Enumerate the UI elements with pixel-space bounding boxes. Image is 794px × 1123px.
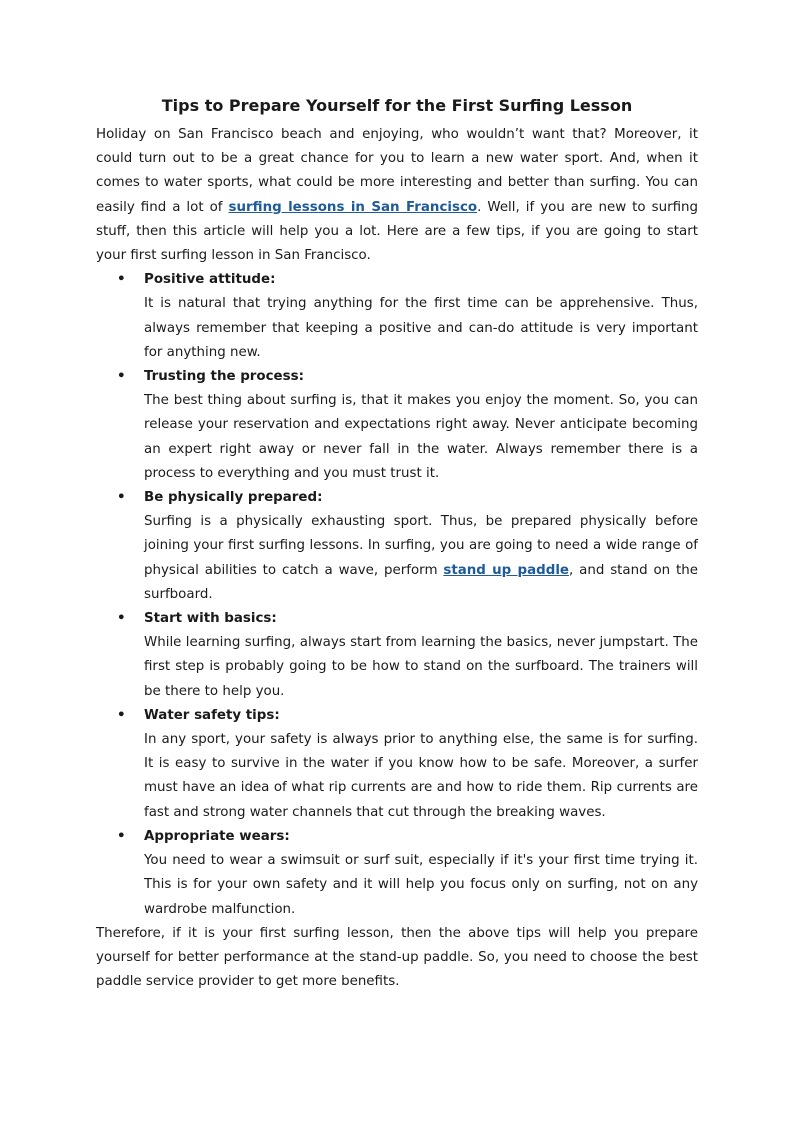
- conclusion-paragraph: Therefore, if it is your first surfing lesson, then the above tips will help you prepare yourself for better performance at the stand-up paddle. So, you need to choose the best paddle service provider to get more benefits.: [96, 925, 698, 990]
- bullet-icon: •: [117, 828, 126, 844]
- intro-paragraph: [96, 123, 698, 268]
- bullet-icon: •: [117, 369, 126, 385]
- list-item: [96, 268, 698, 365]
- tip-body: It is natural that trying anything for the first time can be apprehensive. Thus, always remember that keeping a positive and can-do attitude is very important for anything new.: [144, 296, 698, 360]
- tip-body-end: , and stand on the surfboard.: [144, 562, 698, 602]
- page-title: Tips to Prepare Yourself for the First Surfing Lesson: [161, 96, 633, 115]
- tip-body: While learning surfing, always start from learning the basics, never jumpstart. The first step is probably going to be how to stand on the surfboard. The trainers will be there to help you.: [144, 635, 698, 699]
- bullet-icon: •: [117, 490, 126, 506]
- list-item: [96, 365, 698, 486]
- tip-body: [144, 510, 698, 607]
- tip-title: Water safety tips:: [144, 707, 280, 723]
- stand-up-paddle-link[interactable]: stand up paddle: [443, 562, 570, 578]
- list-item: [96, 704, 698, 825]
- list-item: [96, 825, 698, 922]
- bullet-icon: •: [117, 272, 126, 288]
- bullet-icon: •: [117, 611, 126, 627]
- list-item: [96, 486, 698, 607]
- surfing-lessons-link[interactable]: surfing lessons in San Francisco: [228, 199, 478, 215]
- tip-title: Positive attitude:: [144, 272, 276, 288]
- tip-body-start: Surfing is a physically exhausting sport. Thus, be prepared physically before joining your first surfing lessons. In surfing, you are going to need a wide range of physical abilities to catch a wave, perform: [144, 514, 698, 578]
- list-item: [96, 607, 698, 704]
- tip-body: In any sport, your safety is always prior to anything else, the same is for surfing. It is easy to survive in the water if you know how to be safe. Moreover, a surfer must have an idea of what rip currents are and how to ride them. Rip currents are fast and strong water channels that cut through the breaking waves.: [144, 732, 698, 820]
- intro-text-start: Holiday on San Francisco beach and enjoying, who wouldn’t want that? Moreover, it could turn out to be a great chance for you to learn a new water sport. And, when it comes to water sports, what could be more interesting and better than surfing. You can easily find a lot of: [96, 127, 698, 215]
- tips-list: [96, 268, 698, 921]
- tip-title: Appropriate wears:: [144, 828, 290, 844]
- tip-title: Trusting the process:: [144, 369, 304, 385]
- bullet-icon: •: [117, 707, 126, 723]
- tip-title: Be physically prepared:: [144, 490, 323, 506]
- tip-body: You need to wear a swimsuit or surf suit, especially if it's your first time trying it. This is for your own safety and it will help you focus only on surfing, not on any wardrobe malfunction.: [144, 853, 698, 917]
- tip-body: The best thing about surfing is, that it makes you enjoy the moment. So, you can release your reservation and expectations right away. Never anticipate becoming an expert right away or never fall in the water. Always remember there is a process to everything and you must trust it.: [144, 393, 698, 481]
- document-page: [96, 94, 698, 994]
- intro-text-end: . Well, if you are new to surfing stuff, then this article will help you a lot. Here are a few tips, if you are going to start your first surfing lesson in San Francisco.: [96, 199, 698, 264]
- tip-title: Start with basics:: [144, 611, 277, 627]
